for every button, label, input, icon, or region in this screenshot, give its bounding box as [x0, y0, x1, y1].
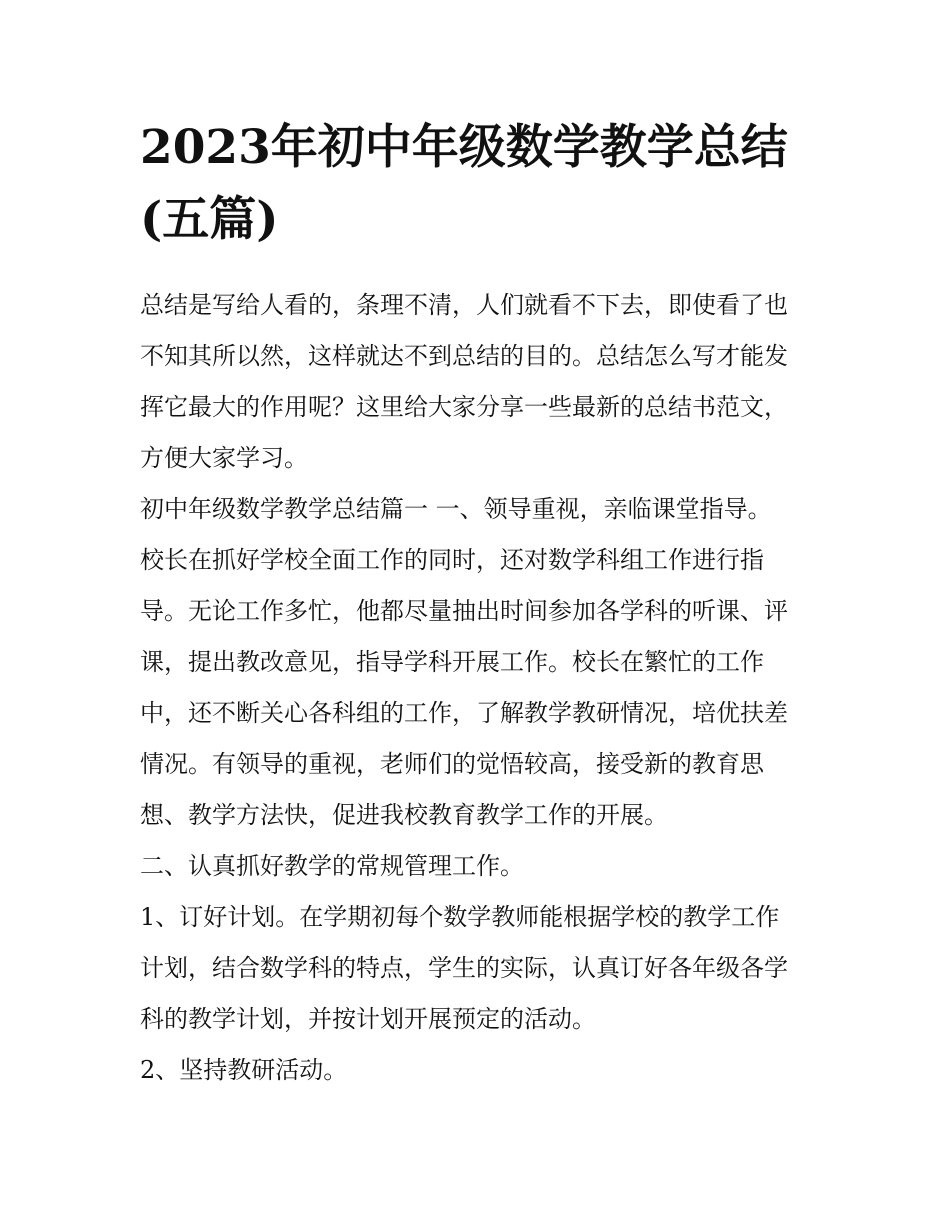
text-line: 科的教学计划，并按计划开展预定的活动。	[140, 1005, 596, 1033]
text-line: 导。无论工作多忙，他都尽量抽出时间参加各学科的听课、评	[140, 597, 788, 625]
text-line: 2、坚持教研活动。	[140, 1056, 348, 1084]
text-line: 想、教学方法快，促进我校教育教学工作的开展。	[140, 801, 668, 829]
text-line: 课，提出教改意见，指导学科开展工作。校长在繁忙的工作	[140, 648, 764, 676]
text-line: 二、认真抓好教学的常规管理工作。	[140, 852, 524, 880]
title-line: (五篇)	[140, 192, 279, 247]
text-line: 初中年级数学教学总结篇一 一、领导重视，亲临课堂指导。	[140, 495, 772, 523]
text-line: 中，还不断关心各科组的工作，了解教学教研情况，培优扶差	[140, 699, 788, 727]
text-line: 1、订好计划。在学期初每个数学教师能根据学校的教学工作	[140, 903, 780, 931]
text-line: 方便大家学习。	[140, 444, 308, 472]
document-title	[140, 112, 815, 256]
text-line: 情况。有领导的重视，老师们的觉悟较高，接受新的教育思	[140, 750, 764, 778]
title-line: 2023年初中年级数学教学总结	[140, 120, 788, 175]
text-line: 校长在抓好学校全面工作的同时，还对数学科组工作进行指	[140, 546, 764, 574]
text-line: 总结是写给人看的，条理不清，人们就看不下去，即使看了也	[140, 291, 788, 319]
text-line: 挥它最大的作用呢？这里给大家分享一些最新的总结书范文，	[140, 393, 788, 421]
text-line: 计划，结合数学科的特点，学生的实际，认真订好各年级各学	[140, 954, 788, 982]
document-body	[140, 112, 815, 1096]
text-line: 不知其所以然，这样就达不到总结的目的。总结怎么写才能发	[140, 342, 788, 370]
